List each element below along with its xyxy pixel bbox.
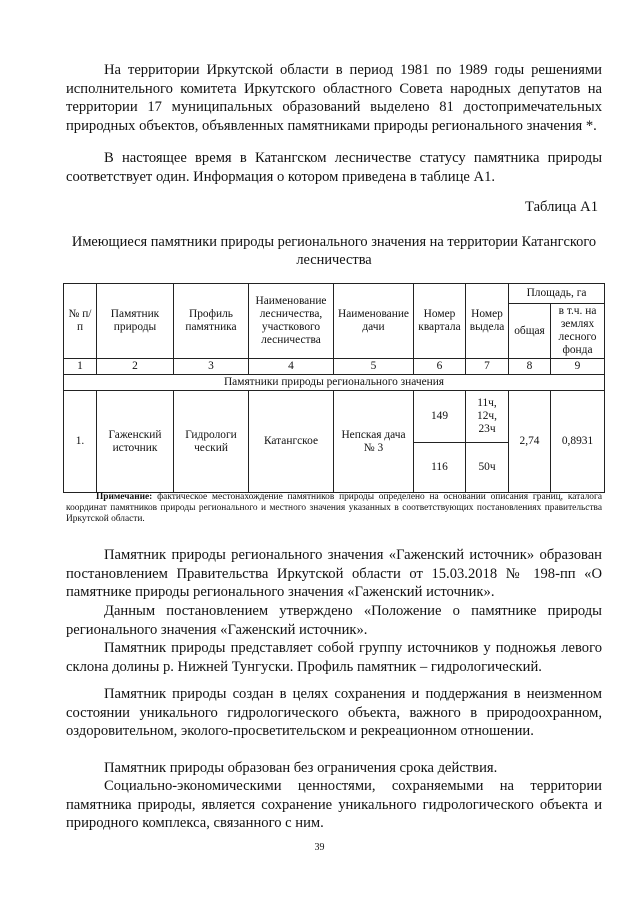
header-dacha: Наименование дачи: [334, 284, 414, 359]
cell-dacha: Непская дача № 3: [334, 391, 414, 493]
col-number: 4: [249, 359, 334, 375]
header-forestry: Наименование лесничества, участкового лесничества: [249, 284, 334, 359]
cell-monument: Гаженский источник: [97, 391, 174, 493]
body-paragraph-5: Памятник природы образован без ограничения срока действия.: [104, 760, 498, 776]
cell-quarter: 116: [414, 443, 466, 493]
col-number: 5: [334, 359, 414, 375]
col-number: 3: [174, 359, 249, 375]
cell-quarter: 149: [414, 391, 466, 443]
cell-profile: Гидрологи ческий: [174, 391, 249, 493]
body-paragraph-4: Памятник природы создан в целях сохранения и поддержания в неизменном состоянии уникального гидрологического объекта, важного в природоохранном, оздоровительном, эколого-просветительском и рекреационном отношении.: [66, 686, 602, 740]
group-title: Памятники природы регионального значения: [64, 375, 605, 391]
header-section: Номер выдела: [466, 284, 509, 359]
header-profile: Профиль памятника: [174, 284, 249, 359]
cell-section: 50ч: [466, 443, 509, 493]
cell-num: 1.: [64, 391, 97, 493]
body-paragraph-6: Социально-экономическими ценностями, сохраняемыми на территории памятника природы, является сохранение уникального гидрологического объекта и природного комплекса, связанного с ним.: [66, 778, 602, 832]
monuments-table: [63, 283, 605, 493]
group-row: [64, 375, 605, 391]
col-number: 1: [64, 359, 97, 375]
column-number-row: [64, 359, 605, 375]
note-label: Примечание:: [96, 492, 153, 502]
table-row: [64, 391, 605, 443]
body-paragraph-3: Памятник природы представляет собой группу источников у подножья левого склона долины р. Нижней Тунгуски. Профиль памятник – гидрологический.: [66, 640, 602, 675]
table-reference: Таблица А1: [525, 199, 598, 215]
note-text: фактическое местонахождение памятников природы определено на основании описания границ, каталога координат памятников природы регионального и местного значения указанных в соответствующих постановлениях правительства Иркутской области.: [66, 492, 602, 525]
col-number: 8: [509, 359, 551, 375]
header-quarter: Номер квартала: [414, 284, 466, 359]
cell-forestry: Катангское: [249, 391, 334, 493]
body-paragraph-1: Памятник природы регионального значения «Гаженский источник» образован постановлением Правительства Иркутской области от 15.03.2018 № 198-пп «О памятнике природы регионального значения «Гаженский источник».: [66, 547, 602, 601]
intro-paragraph-2: В настоящее время в Катангском лесничестве статусу памятника природы соответствует один. Информация о котором приведена в таблице А1.: [66, 150, 602, 185]
col-number: 9: [551, 359, 605, 375]
col-number: 7: [466, 359, 509, 375]
header-row-1: [64, 284, 605, 304]
header-num: № п/п: [64, 284, 97, 359]
cell-area-total: 2,74: [509, 391, 551, 493]
col-number: 2: [97, 359, 174, 375]
body-paragraph-2: Данным постановлением утверждено «Положение о памятнике природы регионального значения «Гаженский источник».: [66, 603, 602, 638]
col-number: 6: [414, 359, 466, 375]
cell-area-forest: 0,8931: [551, 391, 605, 493]
header-monument: Памятник природы: [97, 284, 174, 359]
table-caption: Имеющиеся памятники природы регионального значения на территории Катангского лесничества: [71, 234, 597, 268]
cell-section: 11ч, 12ч, 23ч: [466, 391, 509, 443]
page-number: 39: [314, 842, 325, 853]
table-note: [66, 492, 602, 526]
intro-paragraph-1: На территории Иркутской области в период 1981 по 1989 годы решениями исполнительного комитета Иркутского областного Совета народных депутатов на территории 17 муниципальных образований выделено 81 достопримечательных природных объектов, объявленных памятниками природы регионального значения *.: [66, 62, 602, 134]
header-area-forest: в т.ч. на землях лесного фонда: [551, 304, 605, 359]
header-area: Площадь, га: [509, 284, 605, 304]
header-area-total: общая: [509, 304, 551, 359]
